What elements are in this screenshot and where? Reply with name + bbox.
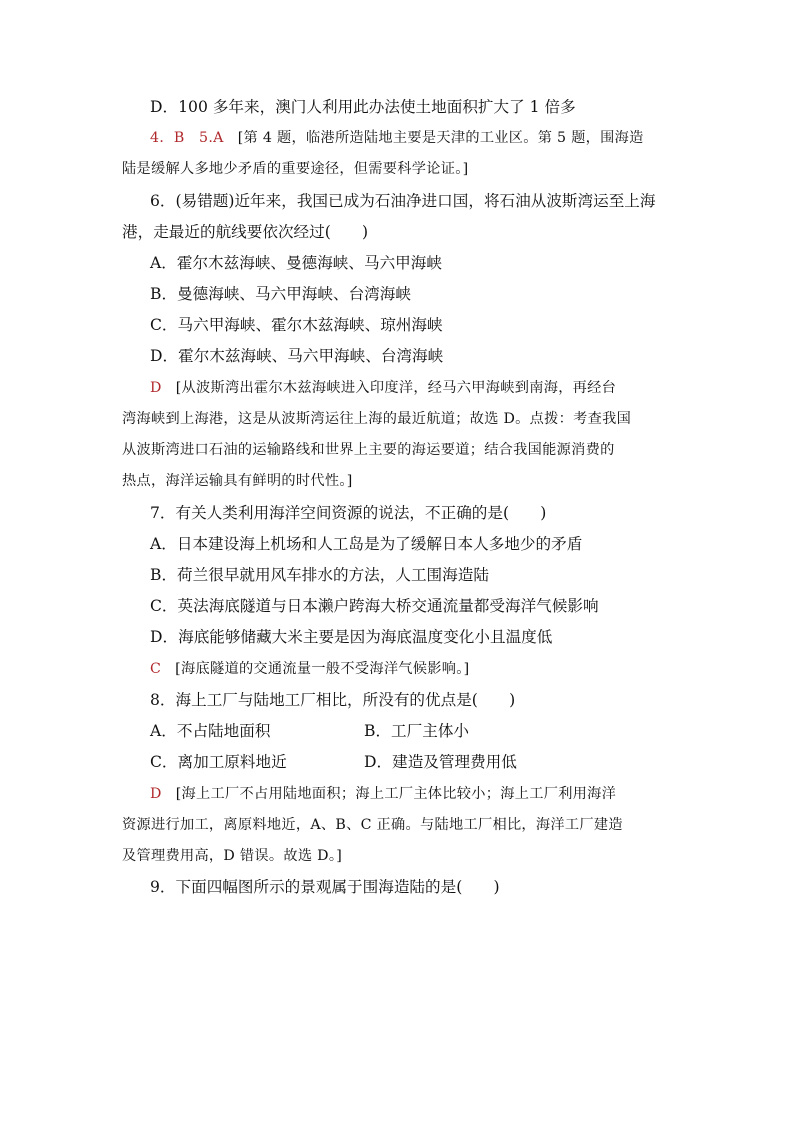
question-7-option-a: A．日本建设海上机场和人工岛是为了缓解日本人多地少的矛盾 (150, 535, 583, 553)
question-7-option-c: C．英法海底隧道与日本濑户跨海大桥交通流量都受海洋气候影响 (150, 597, 599, 615)
answer-label: C (150, 661, 162, 677)
explanation-text: [从波斯湾出霍尔木兹海峡进入印度洋，经马六甲海峡到南海，再经台 (175, 380, 617, 396)
question-8-options-row-1 (150, 721, 650, 741)
answer-label: D (150, 786, 162, 802)
answer-8 (150, 784, 616, 804)
answer-6 (150, 378, 616, 398)
question-8-option-c: C．离加工原料地近 (150, 753, 287, 771)
explanation-text: 热点，海洋运输具有鲜明的时代性。] (122, 473, 353, 489)
question-9-stem: 9．下面四幅图所示的景观属于围海造陆的是( ) (150, 878, 500, 896)
explanation-text: [海底隧道的交通流量一般不受海洋气候影响。] (175, 661, 470, 677)
explanation-text: 陆是缓解人多地少矛盾的重要途径，但需要科学论证。] (122, 161, 469, 177)
question-6-option-b: B．曼德海峡、马六甲海峡、台湾海峡 (150, 285, 411, 303)
explanation-text: 及管理费用高，D 错误。故选 D。] (122, 848, 343, 864)
answer-7 (150, 659, 469, 679)
question-7-stem: 7．有关人类利用海洋空间资源的说法，不正确的是( ) (150, 504, 547, 522)
question-6-stem: 港，走最近的航线要依次经过( ) (122, 223, 369, 241)
question-8-options-row-2 (150, 752, 650, 772)
explanation-text: 从波斯湾进口石油的运输路线和世界上主要的海运要道；结合我国能源消费的 (122, 442, 615, 458)
answer-label: D (150, 380, 162, 396)
question-8-option-b: B．工厂主体小 (364, 722, 470, 740)
question-8-option-d: D．建造及管理费用低 (364, 753, 517, 771)
question-7-option-d: D．海底能够储藏大米主要是因为海底温度变化小且温度低 (150, 628, 553, 646)
question-8-stem: 8．海上工厂与陆地工厂相比，所没有的优点是( ) (150, 691, 516, 709)
answer-4-5 (150, 128, 644, 148)
explanation-text: [海上工厂不占用陆地面积；海上工厂主体比较小；海上工厂利用海洋 (175, 786, 617, 802)
question-6-stem: 6．(易错题)近年来，我国已成为石油净进口国，将石油从波斯湾运至上海 (150, 192, 656, 210)
question-8-option-a: A．不占陆地面积 (150, 722, 271, 740)
question-6-option-c: C．马六甲海峡、霍尔木兹海峡、琼州海峡 (150, 316, 443, 334)
question-6-option-a: A．霍尔木兹海峡、曼德海峡、马六甲海峡 (150, 254, 442, 272)
explanation-text: 湾海峡到上海港，这是从波斯湾运往上海的最近航道；故选 D。点拨：考查我国 (122, 411, 632, 427)
explanation-text: 资源进行加工，离原料地近，A、B、C 正确。与陆地工厂相比，海洋工厂建造 (122, 817, 623, 833)
question-6-option-d: D．霍尔木兹海峡、马六甲海峡、台湾海峡 (150, 347, 444, 365)
prev-option-d: D．100 多年来，澳门人利用此办法使土地面积扩大了 1 倍多 (150, 98, 576, 116)
question-7-option-b: B．荷兰很早就用风车排水的方法，人工围海造陆 (150, 566, 489, 584)
explanation-text: [第 4 题，临港所造陆地主要是天津的工业区。第 5 题，围海造 (237, 130, 644, 146)
answer-label: 4．B 5.A (150, 130, 224, 146)
